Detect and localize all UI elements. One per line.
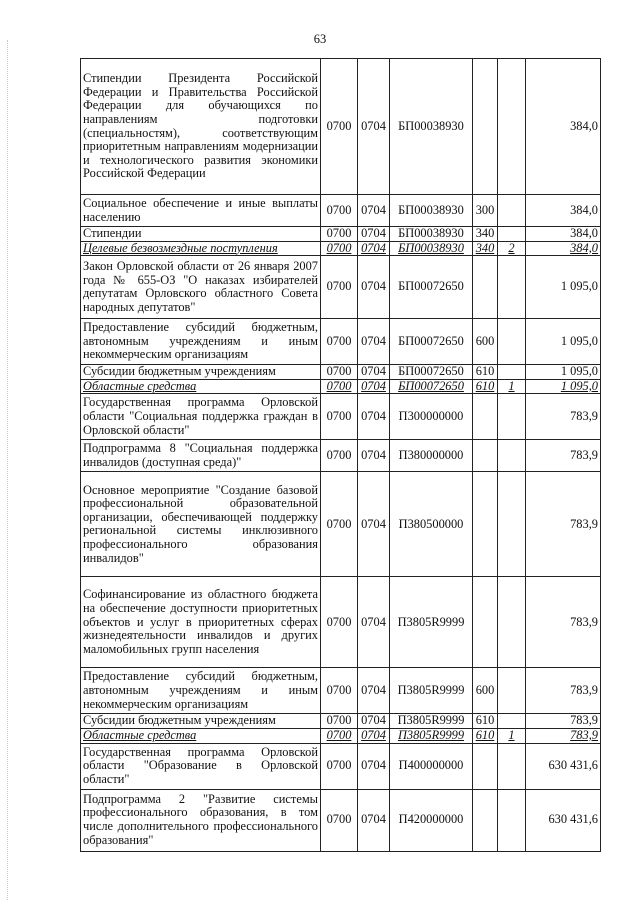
row-target-article: БП00038930 [390, 241, 473, 256]
row-section: 0700 [321, 743, 358, 789]
row-section: 0700 [321, 59, 358, 195]
row-target-article: П300000000 [390, 394, 473, 440]
row-amount: 1 095,0 [526, 319, 601, 365]
row-section: 0700 [321, 241, 358, 256]
budget-table [80, 58, 601, 852]
row-expense-type [473, 743, 498, 789]
row-expense-type: 610 [473, 714, 498, 729]
row-subsection: 0704 [358, 440, 390, 472]
row-expense-type [473, 256, 498, 319]
row-amount: 783,9 [526, 577, 601, 668]
row-target-article: П3805R9999 [390, 714, 473, 729]
row-amount: 630 431,6 [526, 789, 601, 851]
row-expense-type: 610 [473, 379, 498, 394]
row-section: 0700 [321, 394, 358, 440]
row-amount: 783,9 [526, 440, 601, 472]
row-target-article: БП00072650 [390, 256, 473, 319]
table-row [81, 668, 601, 714]
row-name: Предоставление субсидий бюджетным, автономным учреждениям и иным некоммерческим организациям [81, 668, 321, 714]
row-section: 0700 [321, 256, 358, 319]
row-amount: 630 431,6 [526, 743, 601, 789]
row-expense-type [473, 440, 498, 472]
row-subsection: 0704 [358, 256, 390, 319]
row-subsection: 0704 [358, 59, 390, 195]
row-section: 0700 [321, 440, 358, 472]
row-amount: 1 095,0 [526, 379, 601, 394]
row-subsection: 0704 [358, 714, 390, 729]
table-row [81, 440, 601, 472]
table-row [81, 256, 601, 319]
row-source [498, 668, 526, 714]
row-name: Субсидии бюджетным учреждениям [81, 365, 321, 380]
row-subsection: 0704 [358, 789, 390, 851]
row-source [498, 394, 526, 440]
row-section: 0700 [321, 195, 358, 227]
row-amount: 384,0 [526, 241, 601, 256]
row-section: 0700 [321, 668, 358, 714]
row-section: 0700 [321, 319, 358, 365]
row-source [498, 227, 526, 242]
row-source [498, 577, 526, 668]
row-target-article: П3805R9999 [390, 577, 473, 668]
row-section: 0700 [321, 227, 358, 242]
row-amount: 783,9 [526, 472, 601, 577]
row-expense-type: 610 [473, 365, 498, 380]
row-source [498, 365, 526, 380]
row-source: 1 [498, 728, 526, 743]
row-source [498, 440, 526, 472]
row-name: Предоставление субсидий бюджетным, автономным учреждениям и иным некоммерческим организациям [81, 319, 321, 365]
table-row [81, 365, 601, 380]
row-amount: 384,0 [526, 227, 601, 242]
row-name: Субсидии бюджетным учреждениям [81, 714, 321, 729]
table-row [81, 789, 601, 851]
row-target-article: БП00072650 [390, 379, 473, 394]
row-subsection: 0704 [358, 668, 390, 714]
table-row [81, 743, 601, 789]
table-row [81, 714, 601, 729]
row-expense-type [473, 789, 498, 851]
scan-margin-line [7, 40, 8, 900]
row-name: Подпрограмма 8 "Социальная поддержка инвалидов (доступная среда)" [81, 440, 321, 472]
row-name: Государственная программа Орловской области "Образование в Орловской области" [81, 743, 321, 789]
row-name: Стипендии [81, 227, 321, 242]
row-name: Областные средства [81, 728, 321, 743]
row-name: Государственная программа Орловской области "Социальная поддержка граждан в Орловской области" [81, 394, 321, 440]
row-source: 2 [498, 241, 526, 256]
row-target-article: П380000000 [390, 440, 473, 472]
table-row [81, 195, 601, 227]
row-subsection: 0704 [358, 365, 390, 380]
row-target-article: БП00038930 [390, 59, 473, 195]
row-subsection: 0704 [358, 394, 390, 440]
row-amount: 1 095,0 [526, 365, 601, 380]
row-name: Основное мероприятие "Создание базовой профессиональной образовательной организации, обеспечивающей поддержку региональной системы инклюзивного профессионального образования инвалидов" [81, 472, 321, 577]
table-row [81, 728, 601, 743]
row-subsection: 0704 [358, 728, 390, 743]
row-target-article: БП00072650 [390, 365, 473, 380]
row-section: 0700 [321, 365, 358, 380]
row-subsection: 0704 [358, 227, 390, 242]
row-source [498, 472, 526, 577]
row-expense-type: 340 [473, 241, 498, 256]
row-source [498, 714, 526, 729]
row-subsection: 0704 [358, 743, 390, 789]
row-amount: 384,0 [526, 59, 601, 195]
row-source [498, 743, 526, 789]
row-amount: 384,0 [526, 195, 601, 227]
row-amount: 783,9 [526, 394, 601, 440]
row-section: 0700 [321, 379, 358, 394]
row-name: Целевые безвозмездные поступления [81, 241, 321, 256]
row-subsection: 0704 [358, 241, 390, 256]
row-target-article: П3805R9999 [390, 668, 473, 714]
row-amount: 1 095,0 [526, 256, 601, 319]
table-row [81, 241, 601, 256]
row-expense-type [473, 577, 498, 668]
row-source [498, 319, 526, 365]
row-amount: 783,9 [526, 668, 601, 714]
row-expense-type [473, 59, 498, 195]
row-source [498, 195, 526, 227]
row-name: Стипендии Президента Российской Федерации и Правительства Российской Федерации для обучающихся по направлениям подготовки (специальностям), соответствующим приоритетным направлениям модернизации и технологического развития экономики Российской Федерации [81, 59, 321, 195]
row-target-article: П420000000 [390, 789, 473, 851]
row-expense-type: 610 [473, 728, 498, 743]
row-source [498, 59, 526, 195]
table-row [81, 227, 601, 242]
row-name: Софинансирование из областного бюджета на обеспечение доступности приоритетных объектов и услуг в приоритетных сферах жизнедеятельности инвалидов и других маломобильных групп населения [81, 577, 321, 668]
row-subsection: 0704 [358, 577, 390, 668]
page-number: 63 [313, 32, 327, 46]
row-expense-type: 600 [473, 668, 498, 714]
row-name: Подпрограмма 2 "Развитие системы профессионального образования, в том числе дополнительного профессионального образования" [81, 789, 321, 851]
row-section: 0700 [321, 789, 358, 851]
row-expense-type [473, 394, 498, 440]
row-source [498, 256, 526, 319]
row-section: 0700 [321, 577, 358, 668]
row-section: 0700 [321, 728, 358, 743]
row-expense-type [473, 472, 498, 577]
row-expense-type: 600 [473, 319, 498, 365]
row-subsection: 0704 [358, 319, 390, 365]
row-expense-type: 300 [473, 195, 498, 227]
row-source: 1 [498, 379, 526, 394]
row-target-article: П3805R9999 [390, 728, 473, 743]
row-target-article: БП00072650 [390, 319, 473, 365]
row-section: 0700 [321, 714, 358, 729]
row-target-article: БП00038930 [390, 195, 473, 227]
table-row [81, 319, 601, 365]
row-source [498, 789, 526, 851]
row-section: 0700 [321, 472, 358, 577]
row-name: Социальное обеспечение и иные выплаты населению [81, 195, 321, 227]
row-subsection: 0704 [358, 472, 390, 577]
row-subsection: 0704 [358, 195, 390, 227]
table-row [81, 394, 601, 440]
row-name: Областные средства [81, 379, 321, 394]
row-amount: 783,9 [526, 714, 601, 729]
row-target-article: П380500000 [390, 472, 473, 577]
row-target-article: БП00038930 [390, 227, 473, 242]
table-row [81, 577, 601, 668]
row-amount: 783,9 [526, 728, 601, 743]
table-row [81, 472, 601, 577]
row-subsection: 0704 [358, 379, 390, 394]
row-expense-type: 340 [473, 227, 498, 242]
row-name: Закон Орловской области от 26 января 2007 года № 655-ОЗ "О наказах избирателей депутатам Орловского областного Совета народных депутатов" [81, 256, 321, 319]
table-row [81, 59, 601, 195]
row-target-article: П400000000 [390, 743, 473, 789]
table-row [81, 379, 601, 394]
